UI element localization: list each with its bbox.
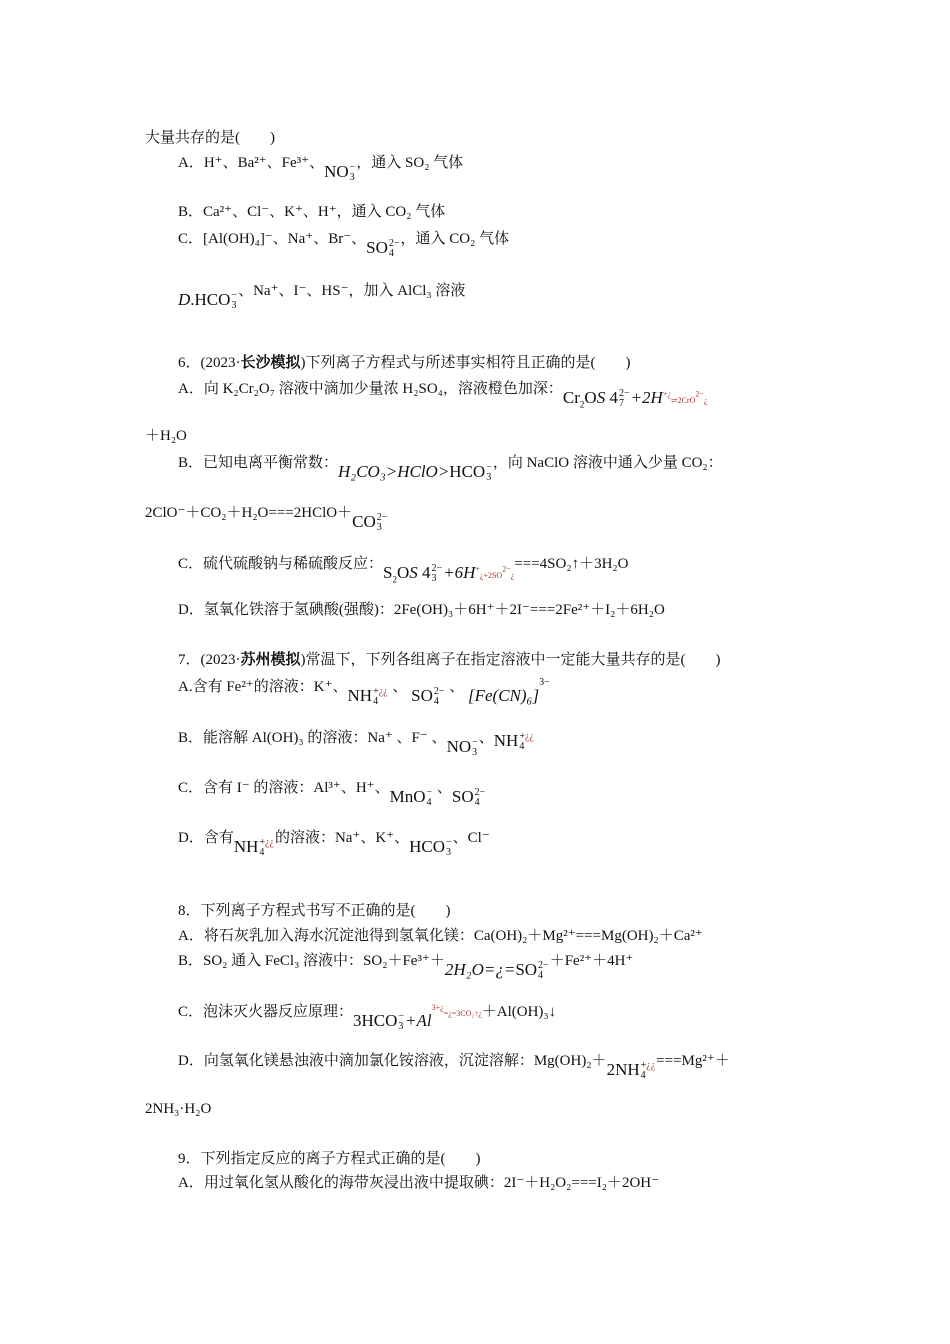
formula-water: 2H₂O=¿=: [444, 960, 516, 979]
formula-hco3: .HCO − 3: [190, 290, 238, 312]
option-line: B．能溶解 Al(OH)₃ 的溶液：Na⁺ 、F⁻ 、NO − 3 、NH +¿¿ 4: [178, 730, 534, 759]
option-line: C．泡沫灭火器反应原理：3HCO − 3 $+Al^{3+¿}=¿=3CO_2↑¿+Al(OH)_3↓$: [178, 1003, 557, 1033]
formula-nh4: NH +¿¿ 4: [347, 686, 388, 708]
option-line: B．已知电离平衡常数：H₂CO₃>HClO>HCO − 3 ，向 NaClO 溶液中通入少量 CO₂：: [178, 455, 723, 484]
option-line: [178, 152, 464, 184]
formula-thiosulfate: $S_2OS$ 4 2− 3 $+6H^+¿+2SO^{2-}¿$: [383, 563, 515, 585]
formula-no3: NO − 3: [324, 162, 356, 184]
formula-so4: SO 2− 4: [451, 787, 486, 809]
formula-hco3: 3HCO − 3: [353, 1011, 405, 1033]
formula-hco3: HCO − 3: [409, 837, 452, 859]
option-line: A．将石灰乳加入海水沉淀池得到氢氧化镁：Ca(OH)₂＋Mg²⁺===Mg(OH)₂＋Ca²⁺: [178, 928, 703, 944]
option-line: C．硫代硫酸钠与稀硫酸反应：$S_2OS$ 4 2− 3 $+6H^+¿+2SO^{2-}¿===4SO_2↑+3H_2O$: [178, 556, 629, 585]
question-title: 9．下列指定反应的离子方程式正确的是( ): [178, 1151, 481, 1167]
option-line: C．含有 I⁻ 的溶液：Al³⁺、H⁺、MnO − 4 、SO 2− 4: [178, 780, 486, 809]
option-line: [178, 228, 510, 260]
formula-dichromate: $Cr_2OS$ 4 2− 7 +2H+¿⇌2CrO$^{2-}$¿: [562, 388, 708, 410]
option-line: [178, 280, 466, 312]
formula-co3: CO 2− 3: [352, 512, 388, 534]
option-label: D: [178, 290, 191, 309]
option-line: B．Ca²⁺、Cl⁻、K⁺、H⁺，通入 CO₂ 气体: [178, 204, 446, 220]
option-text: C．[Al(OH)₄]⁻、Na⁺、Br⁻、: [178, 231, 367, 247]
option-text: ，通入 CO₂ 气体: [400, 231, 510, 247]
option-text: A．H⁺、Ba²⁺、Fe³⁺、: [178, 155, 325, 171]
formula-so4: SO 2− 4: [515, 960, 549, 982]
option-line: D．氢氧化铁溶于氢碘酸(强酸)：2Fe(OH)₃＋6H⁺＋2I⁻===2Fe²⁺＋I₂＋6H₂O: [178, 602, 665, 618]
formula-mno4: MnO − 4: [389, 787, 433, 809]
formula-nh4: NH +¿¿ 4: [233, 837, 274, 859]
formula-nh4: NH +¿¿ 4: [493, 731, 534, 753]
formula-so4: SO 2− 4: [366, 238, 400, 260]
text-line: 2ClO⁻＋CO₂＋H₂O===2HClO＋CO 2− 3: [145, 505, 388, 534]
option-text: ，通入 SO₂ 气体: [356, 155, 464, 171]
option-line: A．向 K₂Cr₂O₇ 溶液中滴加少量浓 H₂SO₄，溶液橙色加深：$Cr_2OS$ 4 2− 7 +2H+¿⇌2CrO$^{2-}$¿: [178, 381, 708, 410]
formula-ferricyanide: [Fe(CN)₆]: [468, 686, 540, 705]
text-line: 大量共存的是( ): [145, 130, 275, 146]
text-line: ＋H₂O: [145, 428, 187, 444]
option-line: D．含有NH +¿¿ 4 的溶液：Na⁺、K⁺、HCO − 3 、Cl⁻: [178, 830, 490, 859]
option-line: B．SO₂ 通入 FeCl₃ 溶液中：SO₂＋Fe³⁺＋2H₂O=¿=SO 2− 4 ＋Fe²⁺＋4H⁺: [178, 953, 634, 982]
formula-hco3: HCO − 3: [449, 462, 492, 484]
question-title: 8．下列离子方程式书写不正确的是( ): [178, 903, 451, 919]
option-line: A．用过氧化氢从酸化的海带灰浸出液中提取碘：2I⁻＋H₂O₂===I₂＋2OH⁻: [178, 1175, 660, 1191]
option-text: 、Na⁺、I⁻、HS⁻，加入 AlCl₃ 溶液: [238, 283, 466, 299]
text-line: 2NH₃·H₂O: [145, 1101, 212, 1117]
question-title: 7．(2023·苏州模拟)常温下，下列各组离子在指定溶液中一定能大量共存的是( ): [178, 652, 721, 668]
option-line: A.含有 Fe²⁺的溶液：K⁺、NH +¿¿ 4 、 SO 2− 4 、 $[Fe(CN)_6]^{3-}$: [178, 677, 550, 708]
formula-no3: NO − 3: [446, 737, 478, 759]
option-line: D．向氢氧化镁悬浊液中滴加氯化铵溶液，沉淀溶解：Mg(OH)₂＋2NH +¿¿ 4 ===Mg²⁺＋: [178, 1053, 730, 1082]
formula-nh4: 2NH +¿¿ 4: [606, 1060, 656, 1082]
question-title: 6．(2023·长沙模拟)下列离子方程式与所述事实相符且正确的是( ): [178, 355, 631, 371]
formula-so4: SO 2− 4: [411, 686, 445, 708]
formula-acid-order: H₂CO₃>HClO>: [338, 462, 450, 481]
